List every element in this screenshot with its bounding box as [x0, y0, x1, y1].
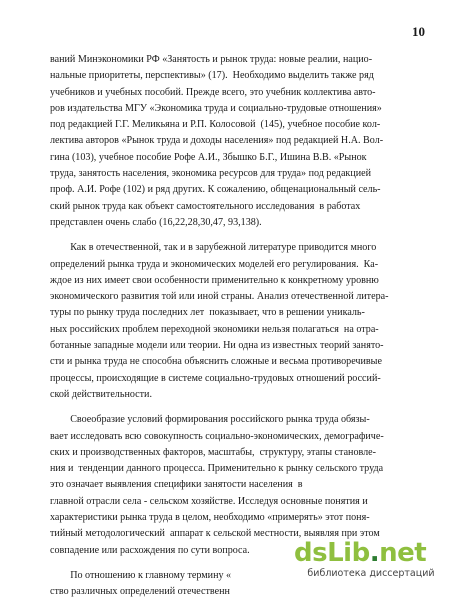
logo-main: dsLib [294, 538, 370, 568]
text-line: тийный методологический аппарат к сельской местности, выявляя при этом [50, 528, 380, 540]
text-line: гина (103), учебное пособие Рофе А.И., Збышко Б.Г., Ишина В.В. «Рынок [50, 151, 367, 163]
text-line: под редакцией Г.Г. Меликьяна и Р.П. Колосовой (145), учебное пособие кол- [50, 119, 381, 131]
text-line: ных российских проблем переходной экономики нельзя полагаться на отра- [50, 323, 379, 335]
paragraph-gap [50, 403, 424, 412]
paragraph-3 [50, 412, 424, 559]
text-line: определений рынка труда и экономических моделей его регулирования. Ка- [50, 258, 379, 270]
paragraph-gap [50, 231, 424, 240]
text-line: сти и рынка труда не способна объяснить сложные и весьма противоречивые [50, 356, 382, 368]
text-line: это означает выявления специфики занятости населения в [50, 479, 303, 491]
watermark-caption: библиотека диссертаций [307, 568, 435, 579]
text-line: экономического развития той или иной страны. Анализ отечественной литера- [50, 291, 389, 303]
text-line: Как в отечественной, так и в зарубежной литературе приводится много [50, 242, 377, 254]
text-line: ров издательства МГУ «Экономика труда и социально-трудовые отношения» [50, 102, 382, 114]
page-number: 10 [412, 24, 425, 39]
text-line: главной отрасли села - сельском хозяйстве. Исследуя основные понятия и [50, 495, 368, 507]
watermark[interactable] [292, 538, 450, 582]
text-line: представлен очень слабо (16,22,28,30,47, 93,138). [50, 216, 262, 228]
text-line: ботанные западные модели или теории. Ни одна из известных теорий занято- [50, 340, 384, 352]
text-line: ждое из них имеет свои особенности применительно к конкретному уровню [50, 274, 379, 286]
text-line: ния и тенденции данного процесса. Применительно к рынку сельского труда [50, 463, 384, 475]
text-line: проф. А.И. Рофе (102) и ряд других. К сожалению, общенациональный сель- [50, 184, 381, 196]
text-line: туры по рынку труда последних лет показывает, что в решении уникаль- [50, 307, 365, 319]
text-line: учебников и учебных пособий. Прежде всего, это учебник коллектива авто- [50, 86, 376, 98]
text-line: Своеобразие условий формирования российского рынка труда обязы- [50, 414, 370, 426]
text-line: По отношению к главному термину « [50, 569, 232, 581]
text-line: ский рынок труда как объект самостоятельного исследования в работах [50, 200, 361, 212]
text-line: ской действительности. [50, 388, 152, 400]
text-line: ство различных определений отечественн [50, 586, 230, 598]
text-line: ваний Минэкономики РФ «Занятость и рынок труда: новые реалии, нацио- [50, 54, 373, 65]
text-line: труда, занятость населения, экономика ресурсов для труда» под редакцией [50, 168, 372, 180]
text-line: лектива авторов «Рынок труда и доходы населения» под редакцией Н.А. Вол- [50, 135, 384, 147]
text-line: совпадение или расхождения по сути вопроса. [50, 544, 250, 556]
text-line: нальные приоритеты, перспективы» (17). Необходимо выделить также ряд [50, 70, 374, 82]
paragraph-2 [50, 240, 424, 403]
text-line: процессы, происходящие в системе социально-трудовых отношений россий- [50, 372, 381, 384]
text-line: ских и производственных факторов, масштабы, структуру, этапы становле- [50, 446, 377, 458]
logo-dot: . [369, 538, 380, 568]
paragraph-1 [50, 52, 424, 231]
logo-tld: net [379, 538, 427, 568]
watermark-logo [294, 538, 426, 568]
text-line: характеристики рынка труда в целом, необходимо «примерять» этот поня- [50, 512, 370, 524]
document-body [50, 52, 427, 601]
text-line: вает исследовать всю совокупность социально-экономических, демографиче- [50, 430, 384, 442]
